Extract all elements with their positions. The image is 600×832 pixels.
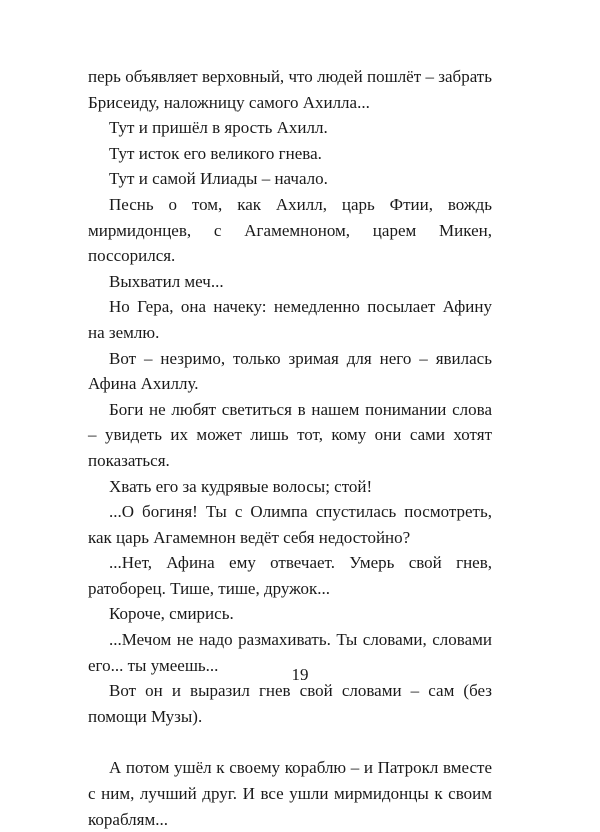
paragraph: Короче, смирись. — [109, 604, 234, 624]
paragraph: Тут исток его великого гнева. — [109, 143, 322, 163]
paragraph: Песнь о том, как Ахилл, царь Фтии, вождь мирмидонцев, с Агамемноном, царем Микен, поссорился. — [88, 194, 492, 266]
section-break — [88, 729, 492, 755]
paragraph: ...О богиня! Ты с Олимпа спустилась посмотреть, как царь Агамемнон ведёт себя недостойно? — [88, 502, 492, 547]
paragraph: Вот – незримо, только зримая для него – явилась Афина Ахиллу. — [88, 348, 492, 394]
paragraph-continued: перь объявляет верховный, что людей пошлёт – забрать Брисеиду, наложницу самого Ахилла... — [88, 67, 492, 112]
paragraph: Тут и самой Илиады – начало. — [109, 169, 328, 189]
paragraph: ...Мечом не надо размахивать. Ты словами, словами его... ты умеешь... — [88, 630, 492, 675]
paragraph: Боги не любят светиться в нашем понимании слова – увидеть их может лишь тот, кому они сами хотят показаться. — [88, 399, 492, 470]
paragraph: ...Нет, Афина ему отвечает. Умерь свой гнев, ратоборец. Тише, тише, дружок... — [88, 553, 492, 598]
page-number: 19 — [291, 665, 309, 684]
paragraph: Хвать его за кудрявые волосы; стой! — [109, 476, 373, 496]
paragraph: Но Гера, она начеку: немедленно посылает Афину на землю. — [88, 297, 492, 342]
paragraph: Выхватил меч... — [109, 271, 224, 291]
paragraph: А потом ушёл к своему кораблю – и Патрокл вместе с ним, лучший друг. И все ушли мирмидонцы к своим кораблям... — [88, 758, 492, 829]
paragraph: Тут и пришёл в ярость Ахилл. — [109, 118, 328, 138]
paragraph: Вот он и выразил гнев свой словами – сам (без помощи Музы). — [88, 681, 492, 726]
body-text — [88, 64, 492, 832]
